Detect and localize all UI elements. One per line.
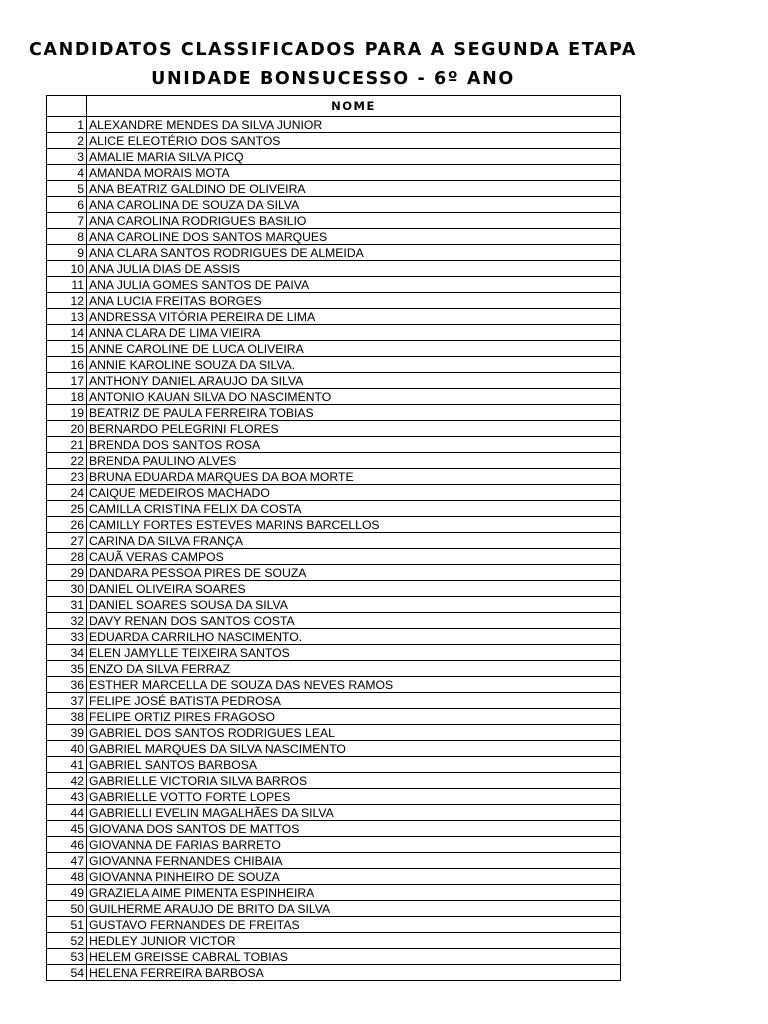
table-row [47, 117, 621, 133]
table-row [47, 789, 621, 805]
table-row [47, 949, 621, 965]
table-row [47, 613, 621, 629]
candidate-name: ESTHER MARCELLA DE SOUZA DAS NEVES RAMOS [87, 677, 621, 693]
candidate-name: BRENDA DOS SANTOS ROSA [87, 437, 621, 453]
candidate-name: ANA CAROLINE DOS SANTOS MARQUES [87, 229, 621, 245]
row-number: 2 [47, 133, 87, 149]
table-row [47, 821, 621, 837]
row-number: 47 [47, 853, 87, 869]
table-row [47, 261, 621, 277]
candidate-name: CAIQUE MEDEIROS MACHADO [87, 485, 621, 501]
row-number: 11 [47, 277, 87, 293]
table-row [47, 213, 621, 229]
candidate-name: ANDRESSA VITÓRIA PEREIRA DE LIMA [87, 309, 621, 325]
candidate-name: ENZO DA SILVA FERRAZ [87, 661, 621, 677]
candidate-name: BEATRIZ DE PAULA FERREIRA TOBIAS [87, 405, 621, 421]
row-number: 41 [47, 757, 87, 773]
candidate-name: CARINA DA SILVA FRANÇA [87, 533, 621, 549]
candidate-name: HEDLEY JUNIOR VICTOR [87, 933, 621, 949]
candidate-name: DANIEL SOARES SOUSA DA SILVA [87, 597, 621, 613]
table-row [47, 293, 621, 309]
table-row [47, 133, 621, 149]
table-row [47, 901, 621, 917]
table-row [47, 805, 621, 821]
candidate-name: ALEXANDRE MENDES DA SILVA JUNIOR [87, 117, 621, 133]
row-number: 32 [47, 613, 87, 629]
candidate-name: BERNARDO PELEGRINI FLORES [87, 421, 621, 437]
row-number: 42 [47, 773, 87, 789]
candidate-name: CAMILLY FORTES ESTEVES MARINS BARCELLOS [87, 517, 621, 533]
candidate-name: GABRIEL SANTOS BARBOSA [87, 757, 621, 773]
table-row [47, 693, 621, 709]
row-number: 14 [47, 325, 87, 341]
candidate-name: GIOVANNA DE FARIAS BARRETO [87, 837, 621, 853]
candidate-name: GIOVANNA PINHEIRO DE SOUZA [87, 869, 621, 885]
row-number: 27 [47, 533, 87, 549]
row-number: 36 [47, 677, 87, 693]
table-row [47, 565, 621, 581]
candidate-name: GIOVANNA FERNANDES CHIBAIA [87, 853, 621, 869]
candidate-name: AMANDA MORAIS MOTA [87, 165, 621, 181]
table-row [47, 741, 621, 757]
table-row [47, 277, 621, 293]
row-number: 40 [47, 741, 87, 757]
row-number: 6 [47, 197, 87, 213]
row-number: 38 [47, 709, 87, 725]
candidate-name: GIOVANA DOS SANTOS DE MATTOS [87, 821, 621, 837]
table-header-row [47, 96, 621, 117]
table-row [47, 197, 621, 213]
table-row [47, 709, 621, 725]
candidate-name: GABRIELLE VICTORIA SILVA BARROS [87, 773, 621, 789]
table-row [47, 357, 621, 373]
table-row [47, 917, 621, 933]
row-number: 21 [47, 437, 87, 453]
table-row [47, 421, 621, 437]
candidate-name: GUILHERME ARAUJO DE BRITO DA SILVA [87, 901, 621, 917]
candidate-name: ANA LUCIA FREITAS BORGES [87, 293, 621, 309]
table-row [47, 757, 621, 773]
candidate-name: GUSTAVO FERNANDES DE FREITAS [87, 917, 621, 933]
candidate-name: GABRIEL MARQUES DA SILVA NASCIMENTO [87, 741, 621, 757]
row-number: 17 [47, 373, 87, 389]
candidate-name: ELEN JAMYLLE TEIXEIRA SANTOS [87, 645, 621, 661]
candidate-name: ANA CAROLINA RODRIGUES BASILIO [87, 213, 621, 229]
row-number: 30 [47, 581, 87, 597]
candidate-name: HELEM GREISSE CABRAL TOBIAS [87, 949, 621, 965]
table-row [47, 933, 621, 949]
row-number: 24 [47, 485, 87, 501]
candidate-name: ANA BEATRIZ GALDINO DE OLIVEIRA [87, 181, 621, 197]
row-number: 9 [47, 245, 87, 261]
row-number: 51 [47, 917, 87, 933]
row-number: 16 [47, 357, 87, 373]
table-row [47, 677, 621, 693]
row-number: 26 [47, 517, 87, 533]
candidate-name: EDUARDA CARRILHO NASCIMENTO. [87, 629, 621, 645]
table-row [47, 581, 621, 597]
document-title: CANDIDATOS CLASSIFICADOS PARA A SEGUNDA ETAPA [28, 40, 637, 60]
candidate-name: GABRIELLE VOTTO FORTE LOPES [87, 789, 621, 805]
row-number: 3 [47, 149, 87, 165]
row-number: 34 [47, 645, 87, 661]
table-row [47, 837, 621, 853]
table-row [47, 869, 621, 885]
candidate-name: ANTHONY DANIEL ARAUJO DA SILVA [87, 373, 621, 389]
candidate-name: DANDARA PESSOA PIRES DE SOUZA [87, 565, 621, 581]
row-number: 49 [47, 885, 87, 901]
candidate-name: ANNA CLARA DE LIMA VIEIRA [87, 325, 621, 341]
number-column-header [47, 96, 87, 117]
candidate-name: BRUNA EDUARDA MARQUES DA BOA MORTE [87, 469, 621, 485]
candidate-name: FELIPE JOSÉ BATISTA PEDROSA [87, 693, 621, 709]
candidates-table [46, 95, 621, 981]
candidate-name: ANA CLARA SANTOS RODRIGUES DE ALMEIDA [87, 245, 621, 261]
row-number: 12 [47, 293, 87, 309]
table-body [47, 117, 621, 981]
candidate-name: AMALIE MARIA SILVA PICQ [87, 149, 621, 165]
table-row [47, 853, 621, 869]
row-number: 22 [47, 453, 87, 469]
table-row [47, 389, 621, 405]
row-number: 33 [47, 629, 87, 645]
row-number: 7 [47, 213, 87, 229]
table-row [47, 885, 621, 901]
candidate-name: ANTONIO KAUAN SILVA DO NASCIMENTO [87, 389, 621, 405]
table-row [47, 405, 621, 421]
row-number: 29 [47, 565, 87, 581]
candidate-name: CAUÃ VERAS CAMPOS [87, 549, 621, 565]
table-row [47, 549, 621, 565]
table-row [47, 165, 621, 181]
candidate-name: ANNIE KAROLINE SOUZA DA SILVA. [87, 357, 621, 373]
row-number: 45 [47, 821, 87, 837]
row-number: 25 [47, 501, 87, 517]
candidate-name: CAMILLA CRISTINA FELIX DA COSTA [87, 501, 621, 517]
row-number: 28 [47, 549, 87, 565]
candidate-name: GABRIEL DOS SANTOS RODRIGUES LEAL [87, 725, 621, 741]
table-row [47, 469, 621, 485]
table-row [47, 245, 621, 261]
row-number: 37 [47, 693, 87, 709]
row-number: 46 [47, 837, 87, 853]
candidate-name: BRENDA PAULINO ALVES [87, 453, 621, 469]
table-row [47, 437, 621, 453]
document-subtitle: UNIDADE BONSUCESSO - 6º ANO [151, 69, 515, 89]
table-row [47, 597, 621, 613]
row-number: 53 [47, 949, 87, 965]
row-number: 31 [47, 597, 87, 613]
candidate-name: GABRIELLI EVELIN MAGALHÃES DA SILVA [87, 805, 621, 821]
row-number: 15 [47, 341, 87, 357]
row-number: 44 [47, 805, 87, 821]
table-row [47, 325, 621, 341]
table-row [47, 661, 621, 677]
table-row [47, 453, 621, 469]
row-number: 35 [47, 661, 87, 677]
table-row [47, 485, 621, 501]
row-number: 48 [47, 869, 87, 885]
table-row [47, 501, 621, 517]
row-number: 39 [47, 725, 87, 741]
candidate-name: ALICE ELEOTÉRIO DOS SANTOS [87, 133, 621, 149]
table-row [47, 533, 621, 549]
candidate-name: HELENA FERREIRA BARBOSA [87, 965, 621, 981]
row-number: 19 [47, 405, 87, 421]
row-number: 20 [47, 421, 87, 437]
table-row [47, 965, 621, 981]
table-row [47, 229, 621, 245]
row-number: 43 [47, 789, 87, 805]
row-number: 52 [47, 933, 87, 949]
table-row [47, 517, 621, 533]
table-row [47, 629, 621, 645]
table-row [47, 309, 621, 325]
table-row [47, 645, 621, 661]
row-number: 54 [47, 965, 87, 981]
table-row [47, 149, 621, 165]
name-column-header: NOME [87, 96, 621, 117]
row-number: 4 [47, 165, 87, 181]
row-number: 8 [47, 229, 87, 245]
candidate-name: GRAZIELA AIME PIMENTA ESPINHEIRA [87, 885, 621, 901]
candidate-name: DAVY RENAN DOS SANTOS COSTA [87, 613, 621, 629]
row-number: 50 [47, 901, 87, 917]
table-row [47, 181, 621, 197]
row-number: 10 [47, 261, 87, 277]
candidate-name: DANIEL OLIVEIRA SOARES [87, 581, 621, 597]
candidate-name: ANA CAROLINA DE SOUZA DA SILVA [87, 197, 621, 213]
table-row [47, 341, 621, 357]
candidate-name: ANA JULIA GOMES SANTOS DE PAIVA [87, 277, 621, 293]
row-number: 18 [47, 389, 87, 405]
row-number: 13 [47, 309, 87, 325]
candidate-name: FELIPE ORTIZ PIRES FRAGOSO [87, 709, 621, 725]
row-number: 5 [47, 181, 87, 197]
table-row [47, 773, 621, 789]
candidate-name: ANNE CAROLINE DE LUCA OLIVEIRA [87, 341, 621, 357]
row-number: 1 [47, 117, 87, 133]
row-number: 23 [47, 469, 87, 485]
table-row [47, 725, 621, 741]
table-row [47, 373, 621, 389]
candidate-name: ANA JULIA DIAS DE ASSIS [87, 261, 621, 277]
